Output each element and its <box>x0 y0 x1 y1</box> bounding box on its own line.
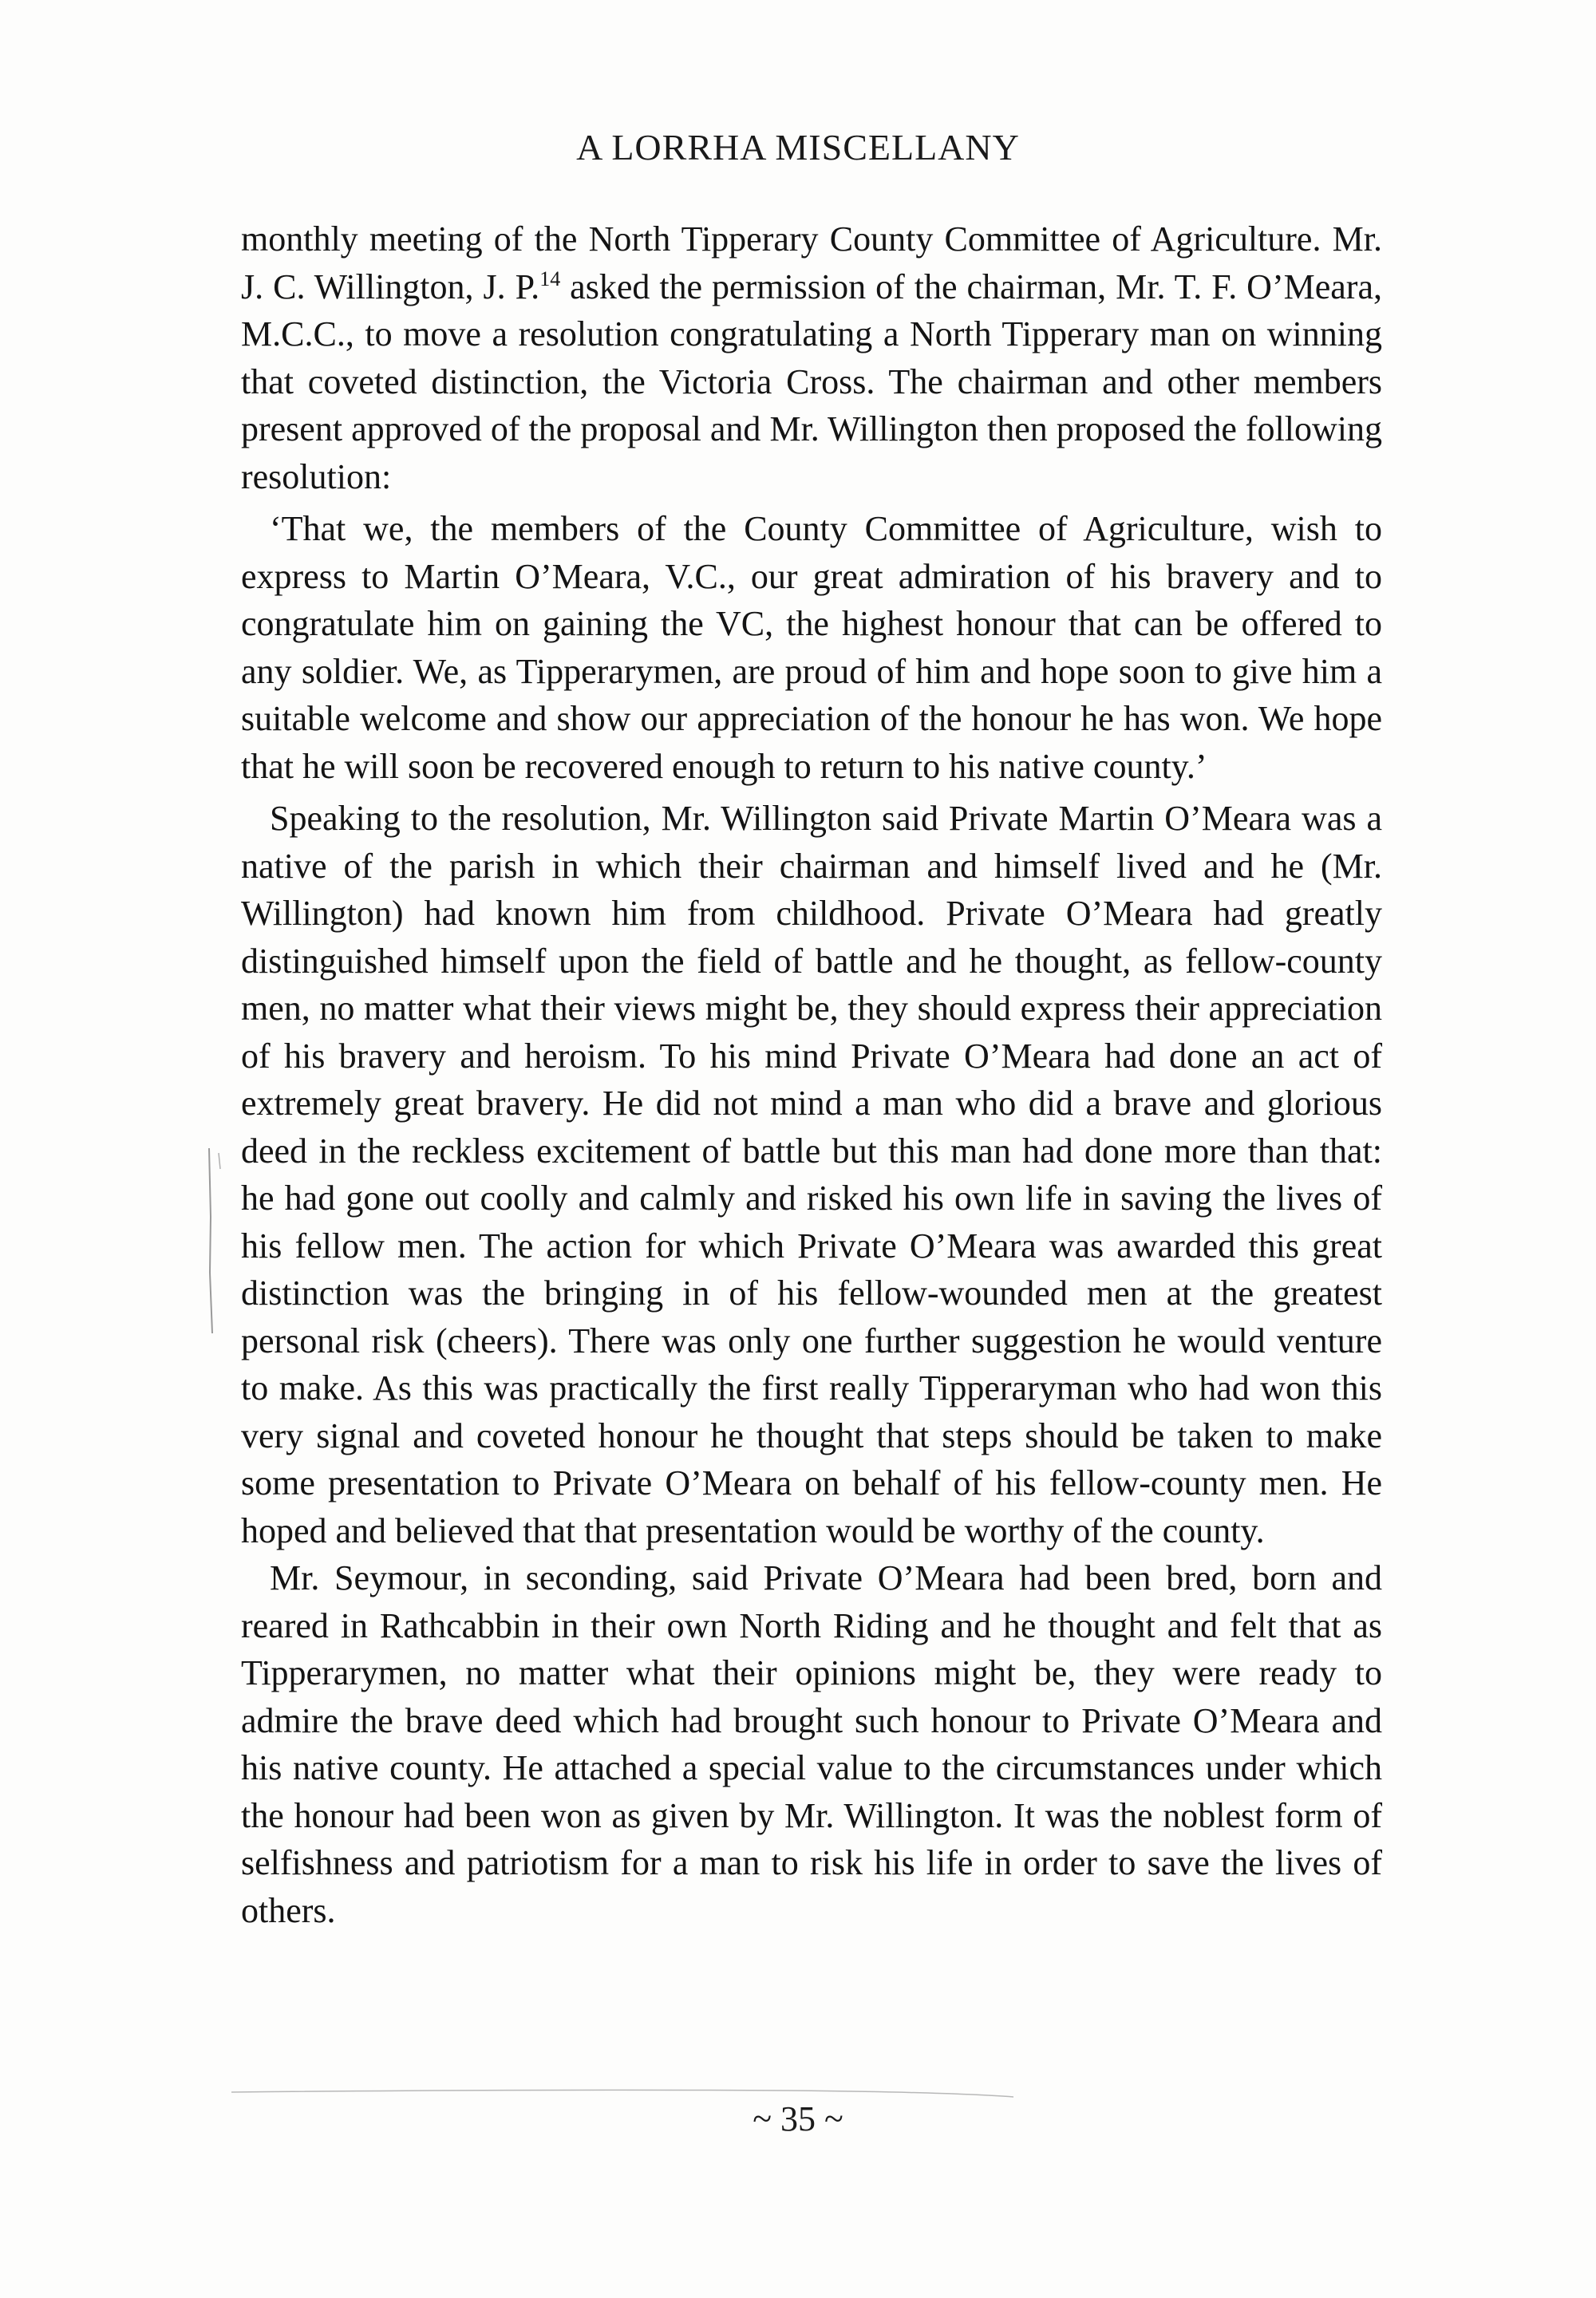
page-number: ~ 35 ~ <box>753 2099 843 2138</box>
footnote-marker: 14 <box>539 267 561 290</box>
pencil-underline <box>231 2084 1013 2100</box>
resolution-quote: ‘That we, the members of the County Committee of Agriculture, wish to express to Martin O’Meara, V.C., our great admiration of his bravery and to congratulate him on gaining the VC, the highest honour that can be offered to any soldier. We, as Tipperarymen, are proud of him and hope soon to give him a suitable welcome and show our appreciation of the honour he has won. We hope that he will soon be recovered enough to return to his native county.’ <box>241 509 1382 786</box>
paragraph-1-text-a: monthly meeting of the North Tipperary County Committee of Agriculture. Mr. J. C. Willington, J. P. <box>241 219 1382 306</box>
paragraph-4: Mr. Seymour, in seconding, said Private O’Meara had been bred, born and reared in Rathcabbin in their own North Riding and he thought and felt that as Tipperarymen, no matter what their opinions might be, they were ready to admire the brave deed which had brought such honour to Private O’Meara and his native county. He attached a special value to the circumstances under which the honour had been won as given by Mr. Willington. It was the noblest form of selfishness and patriotism for a man to risk his life in order to save the lives of others. <box>241 1558 1382 1930</box>
paragraph-1 <box>241 215 1382 500</box>
paragraph-1-text-b: asked the permission of the chairman, Mr. T. F. O’Meara, M.C.C., to move a resolution congratulating a North Tipperary man on winning that coveted distinction, the Victoria Cross. The chairman and other members present approved of the proposal and Mr. Willington then proposed the following resolution: <box>241 267 1382 496</box>
paragraph-3: Speaking to the resolution, Mr. Willington said Private Martin O’Meara was a native of the parish in which their chairman and himself lived and he (Mr. Willington) had known him from childhood. Private O’Meara had greatly distinguished himself upon the field of battle and he thought, as fellow-county men, no matter what their views might be, they should express their appreciation of his bravery and heroism. To his mind Private O’Meara had done an act of extremely great bravery. He did not mind a man who did a brave and glorious deed in the reckless excitement of battle but this man had done more than that: he had gone out coolly and calmly and risked his own life in saving the lives of his fellow men. The action for which Private O’Meara was awarded this great distinction was the bringing in of his fellow-wounded men at the greatest personal risk (cheers). There was only one further suggestion he would venture to make. As this was practically the first really Tipperaryman who had won this very signal and coveted honour he thought that steps should be taken to make some presentation to Private O’Meara on behalf of his fellow-county men. He hoped and believed that that presentation would be worthy of the county. <box>241 799 1382 1550</box>
margin-pencil-mark <box>204 1145 228 1337</box>
body-text <box>241 215 1382 1934</box>
running-head: A LORRHA MISCELLANY <box>576 127 1020 168</box>
